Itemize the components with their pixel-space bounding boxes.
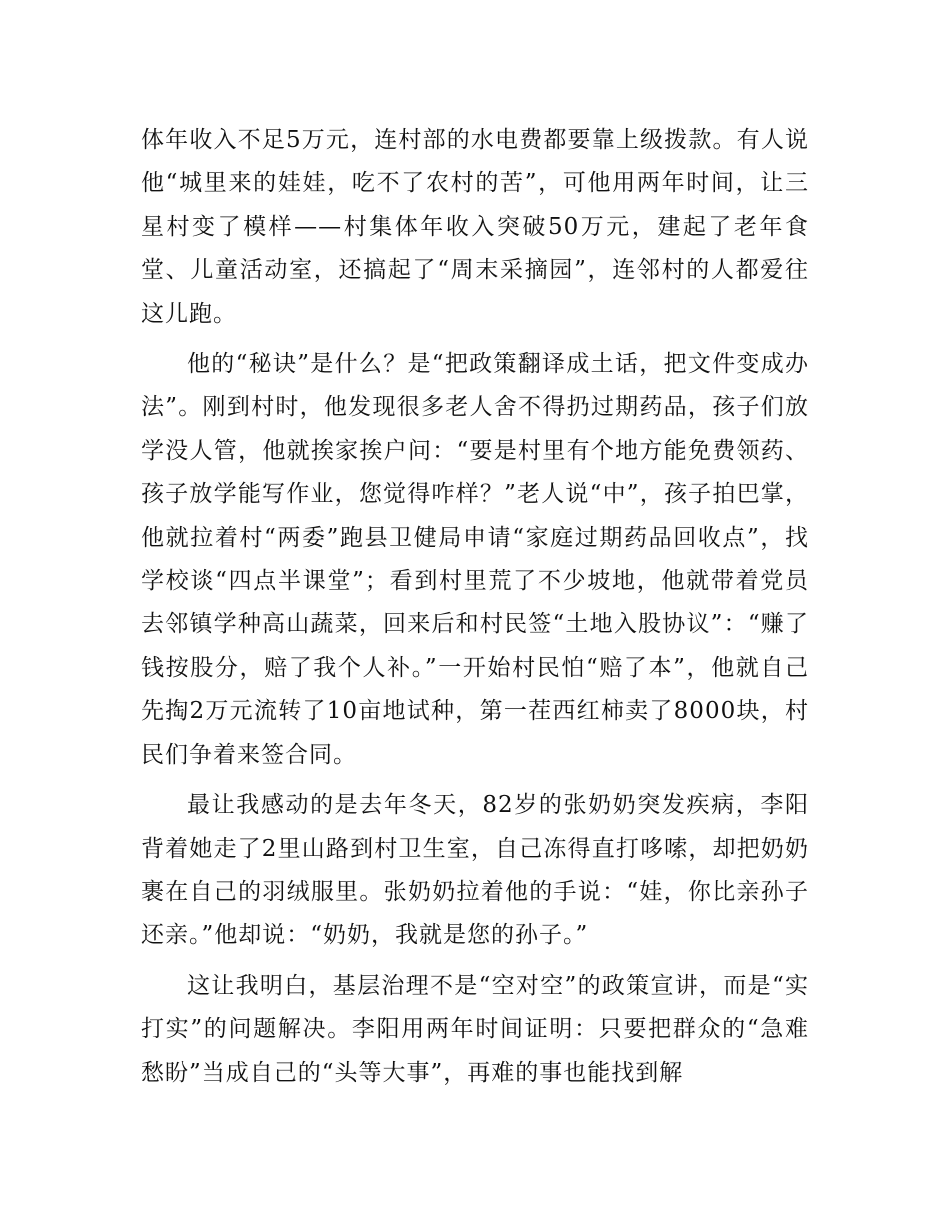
paragraph-grandma-zhang: 最让我感动的是去年冬天，82岁的张奶奶突发疾病，李阳背着她走了2里山路到村卫生室，自己冻得直打哆嗦，却把奶奶裹在自己的羽绒服里。张奶奶拉着他的手说：“娃，你比亲孙子还亲。”他却说：“奶奶，我就是您的孙子。”: [141, 792, 809, 949]
paragraph-secret: 他的“秘诀”是什么？是“把政策翻译成土话，把文件变成办法”。刚到村时，他发现很多老人舍不得扔过期药品，孩子们放学没人管，他就挨家挨户问：“要是村里有个地方能免费领药、孩子放学能写作业，您觉得咋样？”老人说“中”，孩子拍巴掌，他就拉着村“两委”跑县卫健局申请“家庭过期药品回收点”，找学校谈“四点半课堂”；看到村里荒了不少坡地，他就带着党员去邻镇学种高山蔬菜，回来后和村民签“土地入股协议”：“赚了钱按股分，赔了我个人补。”一开始村民怕“赔了本”，他就自己先掏2万元流转了10亩地试种，第一茬西红柿卖了8000块，村民们争着来签合同。: [141, 351, 809, 768]
paragraph-governance: 这让我明白，基层治理不是“空对空”的政策宣讲，而是“实打实”的问题解决。李阳用两年时间证明：只要把群众的“急难愁盼”当成自己的“头等大事”，再难的事也能找到解: [141, 972, 809, 1086]
document-body: [141, 119, 809, 1102]
paragraph-continuation: 体年收入不足5万元，连村部的水电费都要靠上级拨款。有人说他“城里来的娃娃，吃不了农村的苦”，可他用两年时间，让三星村变了模样——村集体年收入突破50万元，建起了老年食堂、儿童活动室，还搞起了“周末采摘园”，连邻村的人都爱往这儿跑。: [141, 127, 809, 327]
